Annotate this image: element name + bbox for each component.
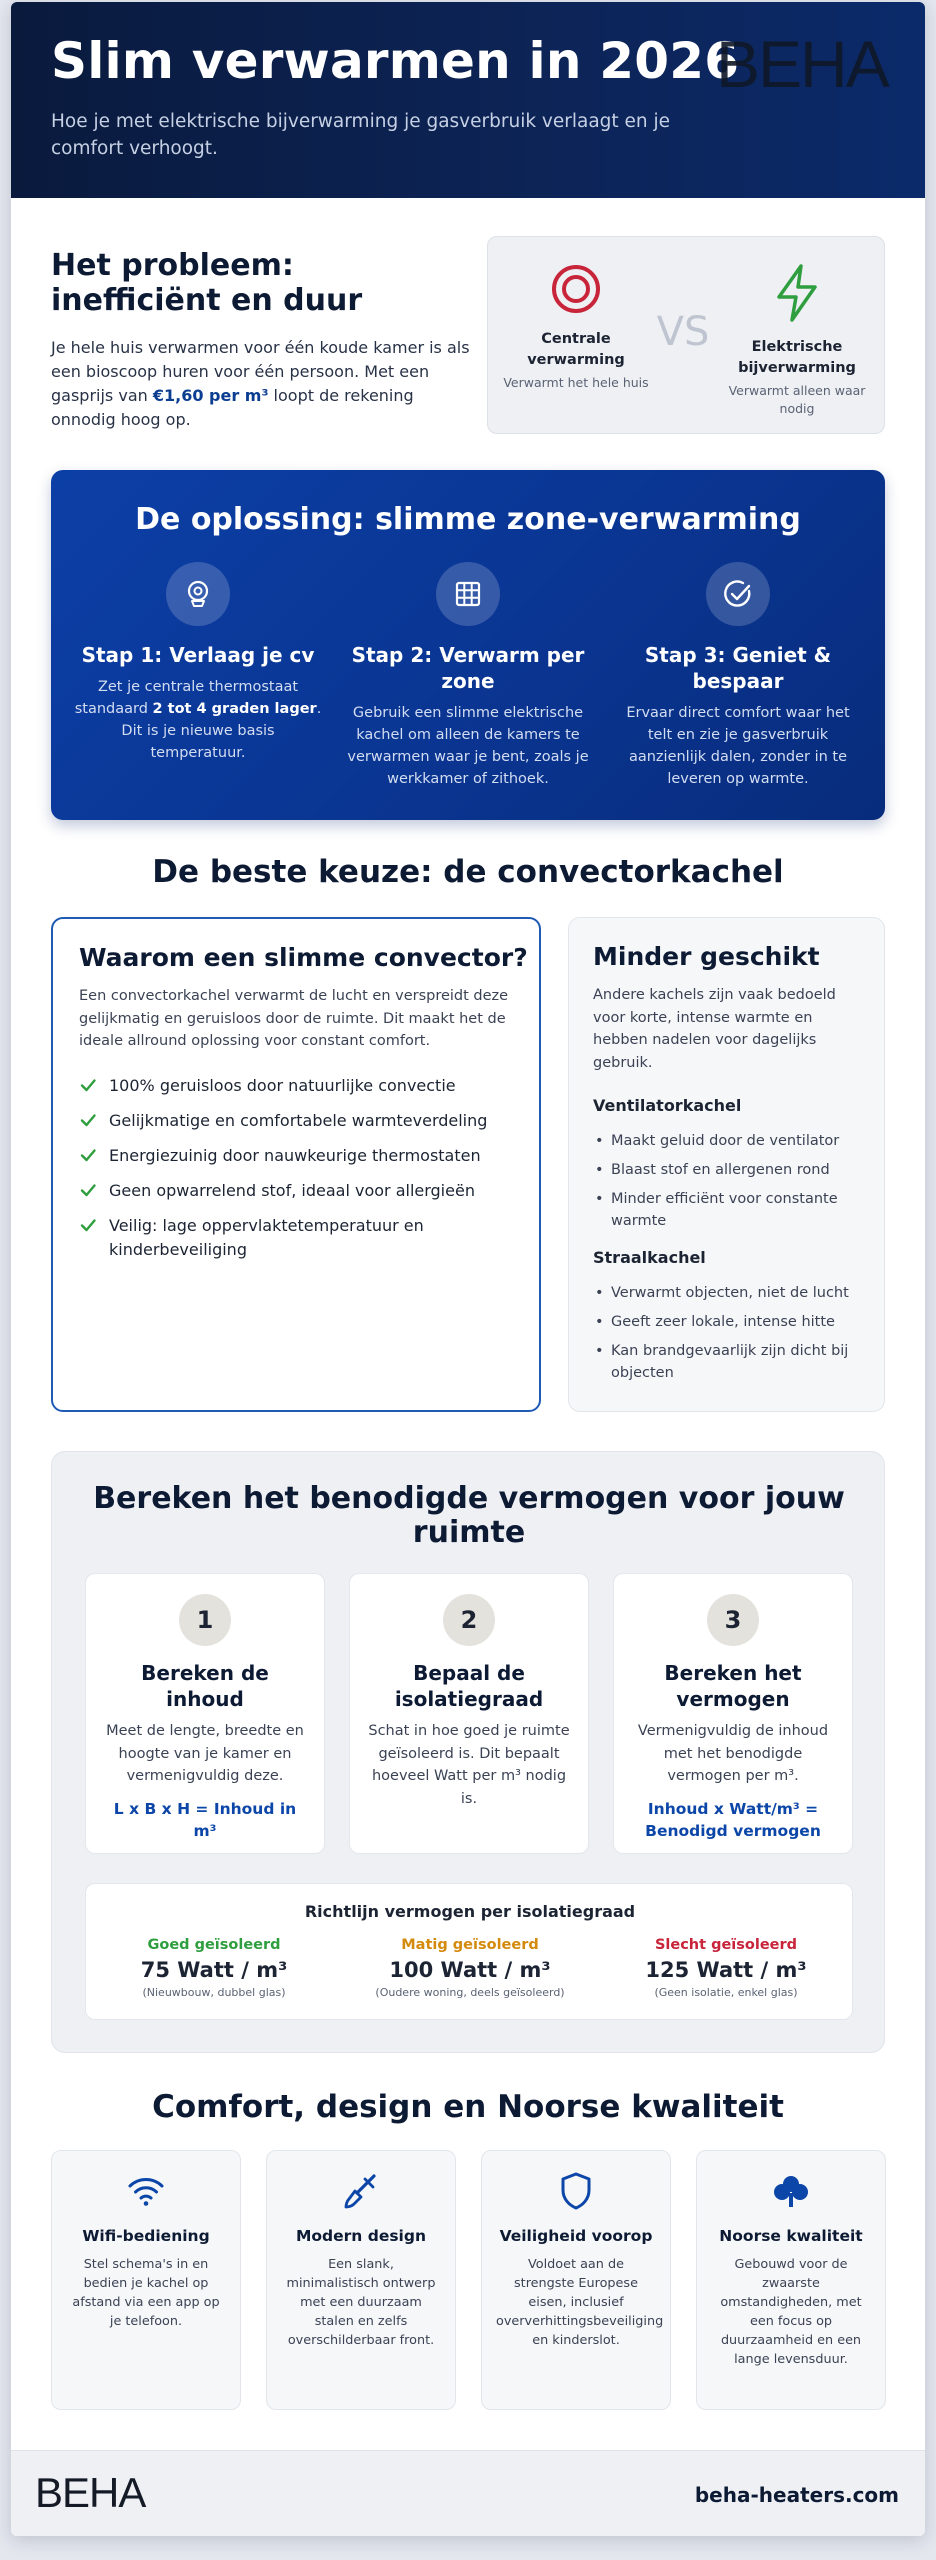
list-item: • Minder efficiënt voor constante warmte — [593, 1188, 868, 1232]
step-number: 3 — [707, 1594, 759, 1646]
calc-step-2 — [349, 1573, 589, 1854]
step-1-title: Stap 1: Verlaag je cv — [81, 643, 315, 667]
electric-heating-title: Elektrische bijverwarming — [738, 339, 856, 376]
step-1-desc: Zet je centrale thermostaat standaard 2 tot 4 graden lager. Dit is je nieuwe basis temperatuur. — [74, 679, 322, 761]
calc-step-title: Bereken het vermogen — [664, 1661, 802, 1711]
shield-icon — [556, 2171, 596, 2211]
feature-desc: Een slank, minimalistisch ontwerp met een duurzaam stalen en zelfs overschilderbaar front. — [286, 2257, 436, 2348]
calc-step-3 — [613, 1573, 853, 1854]
guide-good — [86, 1937, 342, 1999]
list-item: • Blaast stof en allergenen rond — [593, 1159, 868, 1181]
list-item: • Geeft zeer lokale, intense hitte — [593, 1311, 868, 1333]
calc-step-1 — [85, 1573, 325, 1854]
solution-step-1 — [73, 562, 323, 764]
footer-website-link[interactable]: beha-heaters.com — [694, 2483, 899, 2507]
check-icon — [79, 1111, 97, 1129]
header-banner — [11, 2, 925, 198]
why-convector-card — [51, 917, 541, 1412]
thermostat-icon — [166, 562, 230, 626]
calc-step-title: Bepaal de isolatiegraad — [394, 1661, 544, 1711]
features-section-title: Comfort, design en Noorse kwaliteit — [152, 2089, 784, 2125]
benefit-item: Energiezuinig door nauwkeurige thermostaten — [79, 1144, 519, 1168]
footer — [11, 2450, 925, 2536]
solution-section — [51, 470, 885, 820]
vs-label: VS — [656, 309, 710, 355]
benefit-item: Geen opwarrelend stof, ideaal voor allergieën — [79, 1179, 519, 1203]
guide-label: Matig geïsoleerd — [401, 1937, 539, 1953]
less-suitable-intro: Andere kachels zijn vaak bedoeld voor korte, intense warmte en hebben nadelen voor dagelijks gebruik. — [593, 987, 836, 1071]
central-heating-item — [501, 263, 651, 392]
calc-step-formula: Inhoud x Watt/m³ = Benodigd vermogen — [645, 1799, 821, 1840]
radiant-heater-title: Straalkachel — [593, 1248, 706, 1267]
solution-step-2 — [343, 562, 593, 790]
problem-section — [51, 248, 471, 432]
feature-desc: Voldoet aan de strengste Europese eisen, inclusief oververhittingsbeveiliging en kinderslot. — [496, 2257, 664, 2348]
check-icon — [79, 1216, 97, 1234]
fan-heater-title: Ventilatorkachel — [593, 1096, 742, 1115]
radiant-heater-list — [593, 1282, 868, 1391]
central-heating-title: Centrale verwarming — [527, 331, 625, 368]
header-logo: BEHA — [716, 27, 888, 101]
step-3-desc: Ervaar direct comfort waar het telt en zie je gasverbruik aanzienlijk dalen, zonder in te leveren op warmte. — [626, 705, 850, 787]
check-icon — [79, 1146, 97, 1164]
guide-label: Slecht geïsoleerd — [654, 1937, 798, 1953]
electric-heating-desc: Verwarmt alleen waar nodig — [728, 383, 866, 416]
target-icon — [550, 263, 602, 315]
guide-value: 125 Watt / m³ — [645, 1958, 807, 1982]
guide-medium — [342, 1937, 598, 1999]
check-icon — [79, 1181, 97, 1199]
calc-step-title: Bereken de inhoud — [141, 1661, 269, 1711]
step-number: 1 — [179, 1594, 231, 1646]
guide-bad — [598, 1937, 854, 1999]
footer-logo: BEHA — [35, 2469, 146, 2516]
gas-price: €1,60 per m³ — [152, 386, 269, 405]
guide-note: (Geen isolatie, enkel glas) — [654, 1986, 798, 1999]
list-item: • Kan brandgevaarlijk zijn dicht bij objecten — [593, 1340, 868, 1384]
feature-title: Noorse kwaliteit — [719, 2227, 863, 2245]
feature-quality — [696, 2150, 886, 2410]
calc-step-formula: L x B x H = Inhoud in m³ — [113, 1799, 297, 1840]
problem-text: Je hele huis verwarmen voor één koude kamer is als een bioscoop huren voor één persoon. Met een gasprijs van €1,60 per m³ loopt de rekening onnodig hoog op. — [51, 338, 470, 429]
norway-quality-icon — [771, 2171, 811, 2211]
why-convector-intro: Een convectorkachel verwarmt de lucht en verspreidt deze gelijkmatig en geruisloos door de ruimte. Dit maakt het de ideale allround oplossing voor constant comfort. — [79, 988, 509, 1049]
calc-step-desc: Vermenigvuldig de inhoud met het benodigde vermogen per m³. — [637, 1723, 829, 1784]
feature-title: Veiligheid voorop — [499, 2227, 653, 2245]
guide-value: 100 Watt / m³ — [389, 1958, 551, 1982]
insulation-guide — [85, 1883, 853, 2020]
solution-title: De oplossing: slimme zone-verwarming — [135, 502, 801, 537]
calculate-section — [51, 1451, 885, 2053]
less-suitable-card — [568, 917, 885, 1412]
feature-safety — [481, 2150, 671, 2410]
calc-step-desc: Schat in hoe goed je ruimte geïsoleerd is. Dit bepaalt hoeveel Watt per m³ nodig is. — [368, 1723, 570, 1807]
benefit-item: 100% geruisloos door natuurlijke convectie — [79, 1074, 519, 1098]
guide-note: (Nieuwbouw, dubbel glas) — [142, 1986, 286, 1999]
why-convector-title: Waarom een slimme convector? — [79, 943, 528, 972]
grid-icon — [436, 562, 500, 626]
infographic-page — [11, 2, 925, 2536]
page-title: Slim verwarmen in 2026 — [51, 32, 740, 90]
guide-title: Richtlijn vermogen per isolatiegraad — [304, 1902, 636, 1921]
list-item: • Verwarmt objecten, niet de lucht — [593, 1282, 868, 1304]
guide-label: Goed geïsoleerd — [147, 1937, 281, 1953]
page-subtitle: Hoe je met elektrische bijverwarming je gasverbruik verlaagt en je comfort verhoogt. — [51, 111, 671, 159]
feature-title: Wifi-bediening — [82, 2227, 210, 2245]
benefit-item: Veilig: lage oppervlaktetemperatuur en kinderbeveiliging — [79, 1214, 519, 1262]
electric-heating-item — [722, 263, 872, 418]
fan-heater-list — [593, 1130, 868, 1239]
lightning-icon — [771, 263, 823, 323]
guide-note: (Oudere woning, deels geïsoleerd) — [375, 1986, 565, 1999]
benefit-item: Gelijkmatige en comfortabele warmteverdeling — [79, 1109, 519, 1133]
calc-step-desc: Meet de lengte, breedte en hoogte van je kamer en vermenigvuldig deze. — [106, 1723, 304, 1784]
solution-step-3 — [613, 562, 863, 790]
guide-value: 75 Watt / m³ — [140, 1958, 288, 1982]
step-number: 2 — [443, 1594, 495, 1646]
convector-section-title: De beste keuze: de convectorkachel — [152, 854, 784, 890]
step-2-desc: Gebruik een slimme elektrische kachel om alleen de kamers te verwarmen waar je bent, zoals je werkkamer of zithoek. — [347, 705, 589, 787]
calculate-title: Bereken het benodigde vermogen voor jouw ruimte — [93, 1481, 845, 1550]
less-suitable-title: Minder geschikt — [593, 942, 820, 971]
central-heating-desc: Verwarmt het hele huis — [503, 375, 649, 390]
feature-design — [266, 2150, 456, 2410]
comparison-box — [487, 236, 885, 434]
design-brush-icon — [341, 2171, 381, 2211]
step-2-title: Stap 2: Verwarm per zone — [351, 643, 585, 693]
wifi-icon — [126, 2171, 166, 2211]
feature-desc: Stel schema's in en bedien je kachel op afstand via een app op je telefoon. — [72, 2257, 220, 2329]
feature-desc: Gebouwd voor de zwaarste omstandigheden, met een focus op duurzaamheid en een lange levensduur. — [720, 2257, 862, 2367]
feature-wifi — [51, 2150, 241, 2410]
benefits-list — [79, 1074, 519, 1273]
list-item: • Maakt geluid door de ventilator — [593, 1130, 868, 1152]
feature-title: Modern design — [295, 2227, 427, 2245]
check-circle-icon — [706, 562, 770, 626]
check-icon — [79, 1076, 97, 1094]
step-3-title: Stap 3: Geniet & bespaar — [644, 643, 832, 693]
problem-title: Het probleem: inefficiënt en duur — [51, 248, 363, 318]
